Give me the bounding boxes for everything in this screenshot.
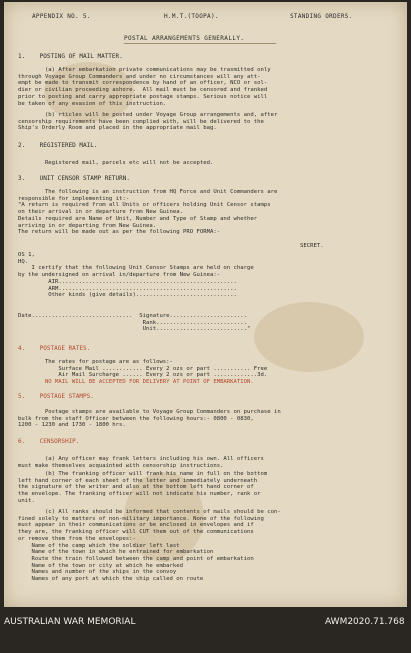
text-line: fined solely to matters of non-military importance. None of the following [18,515,264,522]
restriction-item: Names of any port at which the ship called on route [18,576,204,583]
form-field-line: Date.............................. Signature....................... [18,313,248,319]
notice-line: NO MAIL WILL BE ACCEPTED FOR DELIVERY AT POINT OF EMBARKATION. [18,379,254,386]
archive-caption-bar [0,612,411,634]
text-line: Postage stamps are available to Voyage Group Commanders on purchase in [18,409,281,415]
text-line: the envelope. The franking officer will not indicate his number, rank or [18,491,261,498]
secret-marking [300,243,380,250]
section-2 [18,143,394,150]
form-field-line: Other kinds (give details).............................. [18,292,237,299]
ship-name: H.M.T.(TOOPA). [164,13,219,20]
restriction-item: Name of the town in which he entrained for embarkation [18,549,214,556]
restriction-item: Route the train followed between the camp and point of embarkation [18,555,254,562]
title-underline [124,43,276,44]
form-field-line: Rank........................... [18,319,248,326]
restriction-item: Name of the town or city at which he embarked [18,562,184,569]
section-4-text [18,359,394,386]
text-line: Registered mail, parcels etc will not be accepted. [18,160,214,166]
document-page [4,2,407,607]
text-line: (b) rticles will be posted under Voyage Group arrangements and, after [18,112,278,118]
section-2-heading: 2. REGISTERED MAIL. [18,142,98,149]
section-3-text [18,189,394,236]
text-line: OS 1, [18,252,35,258]
accession-number: AWM2020.71.768 [325,617,405,627]
section-4 [18,346,394,353]
text-line: bulk from the staff Officer between the following hours:- 0800 - 0830, [18,415,254,422]
section-6-para-a [18,456,394,469]
text-line: The rates for postage are as follows:- [18,359,173,365]
section-5-text [18,409,394,429]
text-line: 1200 - 1230 and 1730 - 1800 hrs. [18,422,126,429]
text-line: (b) The franking officer will frank his name in full on the bottom [18,471,268,477]
archive-name: AUSTRALIAN WAR MEMORIAL [4,617,136,627]
appendix-label: APPENDIX NO. 5. [32,13,91,20]
section-3 [18,176,394,183]
text-line: I certify that the following Unit Censor Stamps are held on charge [18,265,254,272]
text-line: (a) Any officer may frank letters including his own. All officers [18,456,264,462]
section-1-heading: 1. POSTING OF MAIL MATTER. [18,53,123,60]
section-6 [18,439,394,446]
section-5-heading: 5. POSTAGE STAMPS. [18,393,94,400]
text-line: dier or civilian proceeding ashore. All mail must be censored and franked [18,87,268,94]
pro-forma [18,252,394,299]
text-line: The following is an instruction from HQ Force and Unit Commanders are [18,189,278,195]
text-line: HQ. [18,258,29,265]
section-6-para-b [18,471,394,505]
secret-label: SECRET. [300,243,324,249]
text-line: Details required are Name of Unit, Number and Type of Stamp and whether [18,215,258,222]
text-line: the signature of the writer and also at the bottom left hand corner of [18,484,254,491]
restriction-item: Names and number of the ships in the convoy [18,569,177,576]
text-line: or remove them from the envelopes:- [18,535,136,542]
text-line: by the undersigned on arrival in/departure from New Guinea:- [18,272,221,279]
text-line: empt be made to transmit correspondence by hand of an officer, NCO or sol- [18,80,268,87]
text-line: left hand corner of each sheet of the letter and immediately underneath [18,477,258,484]
text-line: (a) After embarkation private communications may be trasmitted only [18,67,271,73]
section-1 [18,54,394,61]
section-3-heading: 3. UNIT CENSOR STAMP RETURN. [18,175,130,182]
text-line: unit. [18,497,35,504]
document-title: POSTAL ARRANGEMENTS GENERALLY. [124,35,245,42]
text-line: censorship requirements have been complied with, will be delivered to the [18,118,264,125]
form-field-line: AIR..................................................... [18,278,237,285]
text-line: responsible for implementing it:- [18,195,130,202]
rate-row: Air Mail Surcharge ...... Every 2 ozs or part .............3d. [18,372,268,379]
text-line: on their arrival in or departure from New Guinea. [18,209,184,216]
section-4-heading: 4. POSTAGE RATES. [18,345,91,352]
text-line: must make themselves acquainted with censorship instructions. [18,462,224,469]
restriction-item: Name of the camp which the soldier left last [18,542,180,549]
text-line: (c) All ranks should be informed that contents of mails should be con- [18,509,281,515]
text-line: must appear in their communications or be enclosed in envelopes and if [18,522,254,529]
section-6-para-c [18,509,394,583]
rate-row: Surface Mail ............ Every 2 ozs or part ........... Free [18,365,268,372]
section-2-text [18,160,394,167]
form-field-line: Unit..........................." [18,326,251,333]
form-field-line: ARM..................................................... [18,285,237,292]
text-line: "A return is required from all Units or officers holding Unit Censor stamps [18,202,271,209]
text-line: Ship's Orderly Room and placed in the appropriate mail bag. [18,125,217,132]
signature-block [18,313,394,333]
section-6-heading: 6. CENSORSHIP. [18,438,80,445]
text-line: through Voyage Group Commanders and under no circumstances will any att- [18,73,261,80]
section-1-para-b [18,112,394,132]
text-line: prior to posting and carry appropriate postage stamps. Serious notice will [18,93,268,100]
section-1-para-a [18,67,394,107]
section-5 [18,394,394,401]
standing-orders-label: STANDING ORDERS. [290,13,353,20]
text-line: they are, the franking officer will CUT them out of the communications [18,529,254,536]
text-line: be taken of any evasion of this instruction. [18,100,167,107]
text-line: arriving in or departing from New Guinea. [18,222,157,229]
text-line: The return will be made out as per the following PRO FORMA:- [18,229,221,236]
